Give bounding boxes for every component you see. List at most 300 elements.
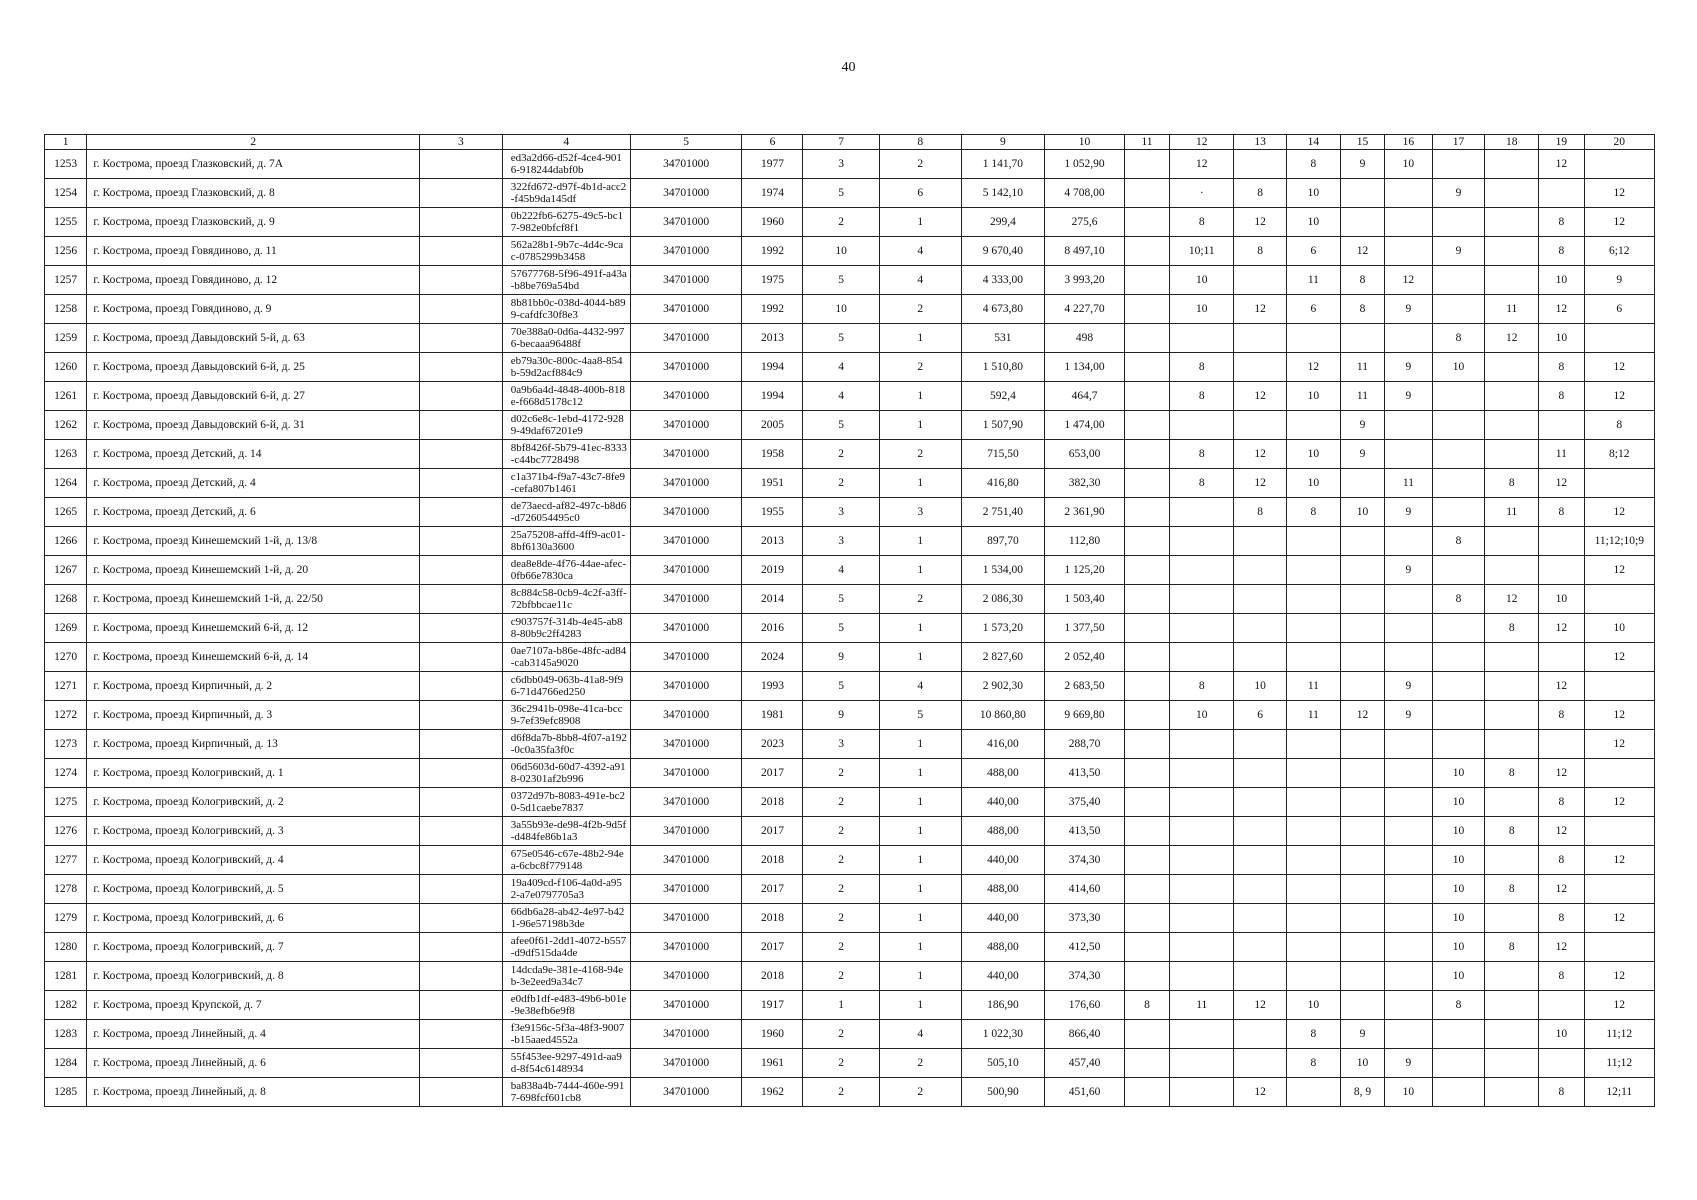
table-cell-col-12: 8 — [1170, 382, 1234, 411]
table-cell-col-1: 1279 — [45, 904, 87, 933]
table-cell-col-18 — [1485, 237, 1539, 266]
table-cell-col-15: 8, 9 — [1340, 1078, 1384, 1107]
table-cell-col-6: 2013 — [742, 527, 803, 556]
table-cell-col-11 — [1124, 527, 1169, 556]
column-header-19: 19 — [1539, 135, 1584, 150]
table-cell-col-19: 8 — [1539, 962, 1584, 991]
table-cell-col-3 — [420, 962, 503, 991]
table-cell-col-17 — [1432, 701, 1485, 730]
table-cell-col-20: 12 — [1584, 846, 1654, 875]
table-cell-col-18 — [1485, 962, 1539, 991]
table-cell-col-16 — [1385, 788, 1433, 817]
table-cell-col-2: г. Кострома, проезд Линейный, д. 4 — [87, 1020, 420, 1049]
table-cell-col-5: 34701000 — [630, 643, 742, 672]
table-cell-col-14 — [1287, 585, 1341, 614]
table-row — [45, 672, 1655, 701]
table-cell-col-20: 6 — [1584, 295, 1654, 324]
table-cell-col-4: 66db6a28-ab42-4e97-b421-96e57198b3de — [502, 904, 630, 933]
table-cell-col-16 — [1385, 440, 1433, 469]
table-cell-col-7: 5 — [803, 614, 879, 643]
table-cell-col-2: г. Кострома, проезд Говядиново, д. 9 — [87, 295, 420, 324]
table-cell-col-12 — [1170, 585, 1234, 614]
table-cell-col-18: 8 — [1485, 817, 1539, 846]
table-cell-col-12 — [1170, 1078, 1234, 1107]
table-cell-col-20: 12 — [1584, 643, 1654, 672]
table-cell-col-17 — [1432, 266, 1485, 295]
table-cell-col-14: 11 — [1287, 672, 1341, 701]
table-cell-col-16: 9 — [1385, 1049, 1433, 1078]
table-cell-col-9: 1 510,80 — [961, 353, 1045, 382]
table-cell-col-1: 1261 — [45, 382, 87, 411]
table-cell-col-6: 1958 — [742, 440, 803, 469]
table-cell-col-20 — [1584, 672, 1654, 701]
table-cell-col-12: 11 — [1170, 991, 1234, 1020]
column-header-2: 2 — [87, 135, 420, 150]
table-row — [45, 295, 1655, 324]
table-cell-col-13: 6 — [1234, 701, 1287, 730]
table-row — [45, 208, 1655, 237]
table-cell-col-19 — [1539, 643, 1584, 672]
table-cell-col-16 — [1385, 411, 1433, 440]
table-cell-col-5: 34701000 — [630, 991, 742, 1020]
table-cell-col-11 — [1124, 208, 1169, 237]
table-cell-col-10: 382,30 — [1045, 469, 1125, 498]
table-cell-col-7: 5 — [803, 585, 879, 614]
table-cell-col-1: 1255 — [45, 208, 87, 237]
table-cell-col-2: г. Кострома, проезд Давыдовский 6-й, д. 27 — [87, 382, 420, 411]
table-cell-col-14: 8 — [1287, 150, 1341, 179]
table-cell-col-2: г. Кострома, проезд Кинешемский 6-й, д. 14 — [87, 643, 420, 672]
table-cell-col-8: 1 — [879, 382, 961, 411]
table-cell-col-14: 6 — [1287, 295, 1341, 324]
table-cell-col-16: 9 — [1385, 382, 1433, 411]
table-cell-col-18 — [1485, 208, 1539, 237]
table-cell-col-2: г. Кострома, проезд Давыдовский 6-й, д. 25 — [87, 353, 420, 382]
table-cell-col-15: 9 — [1340, 440, 1384, 469]
table-cell-col-18 — [1485, 730, 1539, 759]
table-cell-col-16 — [1385, 991, 1433, 1020]
table-cell-col-6: 2023 — [742, 730, 803, 759]
table-cell-col-13 — [1234, 817, 1287, 846]
table-cell-col-10: 1 503,40 — [1045, 585, 1125, 614]
table-cell-col-9: 440,00 — [961, 788, 1045, 817]
table-cell-col-10: 375,40 — [1045, 788, 1125, 817]
table-cell-col-18: 12 — [1485, 585, 1539, 614]
table-cell-col-17: 8 — [1432, 324, 1485, 353]
table-cell-col-14: 12 — [1287, 353, 1341, 382]
table-cell-col-9: 897,70 — [961, 527, 1045, 556]
table-row — [45, 730, 1655, 759]
table-cell-col-11 — [1124, 585, 1169, 614]
table-cell-col-14 — [1287, 614, 1341, 643]
table-cell-col-10: 653,00 — [1045, 440, 1125, 469]
table-cell-col-13 — [1234, 585, 1287, 614]
table-cell-col-17: 10 — [1432, 904, 1485, 933]
table-cell-col-3 — [420, 498, 503, 527]
table-row — [45, 614, 1655, 643]
table-cell-col-18 — [1485, 643, 1539, 672]
table-cell-col-4: eb79a30c-800c-4aa8-854b-59d2acf884c9 — [502, 353, 630, 382]
table-cell-col-7: 2 — [803, 904, 879, 933]
table-cell-col-4: 0ae7107a-b86e-48fc-ad84-cab3145a9020 — [502, 643, 630, 672]
table-cell-col-10: 1 474,00 — [1045, 411, 1125, 440]
table-cell-col-19: 8 — [1539, 498, 1584, 527]
table-cell-col-3 — [420, 1020, 503, 1049]
table-cell-col-10: 8 497,10 — [1045, 237, 1125, 266]
table-row — [45, 266, 1655, 295]
table-cell-col-6: 2018 — [742, 962, 803, 991]
table-cell-col-19: 10 — [1539, 266, 1584, 295]
table-cell-col-1: 1253 — [45, 150, 87, 179]
table-cell-col-19: 12 — [1539, 817, 1584, 846]
table-cell-col-16: 9 — [1385, 701, 1433, 730]
table-cell-col-18: 8 — [1485, 933, 1539, 962]
table-cell-col-5: 34701000 — [630, 382, 742, 411]
table-cell-col-4: dea8e8de-4f76-44ae-afec-0fb66e7830ca — [502, 556, 630, 585]
table-cell-col-20 — [1584, 759, 1654, 788]
table-cell-col-16 — [1385, 1020, 1433, 1049]
table-cell-col-16 — [1385, 614, 1433, 643]
table-cell-col-9: 2 751,40 — [961, 498, 1045, 527]
table-cell-col-2: г. Кострома, проезд Линейный, д. 8 — [87, 1078, 420, 1107]
table-cell-col-7: 5 — [803, 266, 879, 295]
table-cell-col-8: 1 — [879, 933, 961, 962]
table-cell-col-19: 8 — [1539, 1078, 1584, 1107]
table-cell-col-9: 1 141,70 — [961, 150, 1045, 179]
table-cell-col-10: 464,7 — [1045, 382, 1125, 411]
table-cell-col-7: 10 — [803, 295, 879, 324]
table-cell-col-8: 1 — [879, 759, 961, 788]
table-cell-col-5: 34701000 — [630, 498, 742, 527]
table-row — [45, 382, 1655, 411]
table-cell-col-14: 8 — [1287, 1020, 1341, 1049]
table-cell-col-20 — [1584, 875, 1654, 904]
table-cell-col-1: 1278 — [45, 875, 87, 904]
table-cell-col-1: 1262 — [45, 411, 87, 440]
table-cell-col-17: 10 — [1432, 817, 1485, 846]
table-cell-col-11: 8 — [1124, 991, 1169, 1020]
table-cell-col-17: 10 — [1432, 788, 1485, 817]
table-cell-col-20: 12 — [1584, 788, 1654, 817]
table-cell-col-4: 14dcda9e-381e-4168-94eb-3e2eed9a34c7 — [502, 962, 630, 991]
table-cell-col-9: 488,00 — [961, 817, 1045, 846]
table-cell-col-13: 12 — [1234, 1078, 1287, 1107]
table-cell-col-17 — [1432, 150, 1485, 179]
table-cell-col-4: d02c6e8c-1ebd-4172-9289-49daf67201e9 — [502, 411, 630, 440]
table-cell-col-16 — [1385, 237, 1433, 266]
table-cell-col-14 — [1287, 817, 1341, 846]
table-cell-col-4: c1a371b4-f9a7-43c7-8fe9-cefa807b1461 — [502, 469, 630, 498]
table-cell-col-10: 412,50 — [1045, 933, 1125, 962]
table-cell-col-6: 1993 — [742, 672, 803, 701]
table-cell-col-13 — [1234, 527, 1287, 556]
table-cell-col-7: 10 — [803, 237, 879, 266]
table-cell-col-14: 10 — [1287, 179, 1341, 208]
table-cell-col-9: 4 333,00 — [961, 266, 1045, 295]
table-cell-col-3 — [420, 556, 503, 585]
table-cell-col-13 — [1234, 411, 1287, 440]
table-cell-col-4: 8bf8426f-5b79-41ec-8333-c44bc7728498 — [502, 440, 630, 469]
table-cell-col-12: 10 — [1170, 266, 1234, 295]
table-cell-col-11 — [1124, 179, 1169, 208]
column-header-12: 12 — [1170, 135, 1234, 150]
table-cell-col-19: 8 — [1539, 788, 1584, 817]
table-cell-col-14 — [1287, 904, 1341, 933]
table-cell-col-2: г. Кострома, проезд Кологривский, д. 7 — [87, 933, 420, 962]
table-cell-col-17: 10 — [1432, 759, 1485, 788]
table-cell-col-12 — [1170, 933, 1234, 962]
table-cell-col-14 — [1287, 875, 1341, 904]
table-cell-col-2: г. Кострома, проезд Кирпичный, д. 2 — [87, 672, 420, 701]
table-row — [45, 962, 1655, 991]
table-cell-col-16 — [1385, 730, 1433, 759]
table-cell-col-5: 34701000 — [630, 759, 742, 788]
table-cell-col-20 — [1584, 324, 1654, 353]
table-cell-col-17 — [1432, 730, 1485, 759]
table-cell-col-18 — [1485, 382, 1539, 411]
table-cell-col-11 — [1124, 933, 1169, 962]
table-cell-col-1: 1281 — [45, 962, 87, 991]
table-cell-col-16: 10 — [1385, 150, 1433, 179]
table-cell-col-13 — [1234, 324, 1287, 353]
table-cell-col-10: 176,60 — [1045, 991, 1125, 1020]
table-cell-col-8: 4 — [879, 237, 961, 266]
table-cell-col-9: 488,00 — [961, 875, 1045, 904]
column-header-20: 20 — [1584, 135, 1654, 150]
table-cell-col-10: 1 377,50 — [1045, 614, 1125, 643]
table-cell-col-17: 8 — [1432, 585, 1485, 614]
table-cell-col-17: 9 — [1432, 237, 1485, 266]
table-cell-col-7: 2 — [803, 469, 879, 498]
table-cell-col-6: 1992 — [742, 237, 803, 266]
table-cell-col-4: 3a55b93e-de98-4f2b-9d5f-d484fe86b1a3 — [502, 817, 630, 846]
table-cell-col-13: 10 — [1234, 672, 1287, 701]
table-cell-col-15: 8 — [1340, 266, 1384, 295]
table-cell-col-9: 1 507,90 — [961, 411, 1045, 440]
table-cell-col-16 — [1385, 208, 1433, 237]
table-cell-col-14 — [1287, 788, 1341, 817]
table-cell-col-8: 1 — [879, 730, 961, 759]
table-cell-col-17: 8 — [1432, 991, 1485, 1020]
table-cell-col-4: 36c2941b-098e-41ca-bcc9-7ef39efc8908 — [502, 701, 630, 730]
table-cell-col-1: 1263 — [45, 440, 87, 469]
column-header-17: 17 — [1432, 135, 1485, 150]
table-cell-col-5: 34701000 — [630, 440, 742, 469]
table-cell-col-3 — [420, 237, 503, 266]
table-cell-col-4: d6f8da7b-8bb8-4f07-a192-0c0a35fa3f0c — [502, 730, 630, 759]
table-cell-col-10: 457,40 — [1045, 1049, 1125, 1078]
table-cell-col-19: 8 — [1539, 846, 1584, 875]
table-cell-col-3 — [420, 469, 503, 498]
table-cell-col-19 — [1539, 991, 1584, 1020]
table-cell-col-2: г. Кострома, проезд Глазковский, д. 8 — [87, 179, 420, 208]
table-cell-col-7: 2 — [803, 846, 879, 875]
table-cell-col-9: 440,00 — [961, 904, 1045, 933]
table-cell-col-15 — [1340, 962, 1384, 991]
table-cell-col-2: г. Кострома, проезд Кинешемский 6-й, д. 12 — [87, 614, 420, 643]
table-cell-col-9: 10 860,80 — [961, 701, 1045, 730]
table-cell-col-5: 34701000 — [630, 237, 742, 266]
table-cell-col-7: 5 — [803, 179, 879, 208]
table-cell-col-17 — [1432, 382, 1485, 411]
table-cell-col-2: г. Кострома, проезд Кологривский, д. 5 — [87, 875, 420, 904]
table-cell-col-7: 1 — [803, 991, 879, 1020]
table-row — [45, 1049, 1655, 1078]
table-cell-col-18 — [1485, 672, 1539, 701]
table-row — [45, 933, 1655, 962]
table-cell-col-3 — [420, 266, 503, 295]
table-cell-col-11 — [1124, 759, 1169, 788]
table-cell-col-16: 9 — [1385, 498, 1433, 527]
column-header-11: 11 — [1124, 135, 1169, 150]
table-cell-col-10: 1 134,00 — [1045, 353, 1125, 382]
table-cell-col-6: 2005 — [742, 411, 803, 440]
table-cell-col-20: 12 — [1584, 498, 1654, 527]
table-cell-col-17: 8 — [1432, 527, 1485, 556]
table-cell-col-20: 12 — [1584, 353, 1654, 382]
table-cell-col-18 — [1485, 1049, 1539, 1078]
table-cell-col-13 — [1234, 556, 1287, 585]
table-cell-col-2: г. Кострома, проезд Давыдовский 6-й, д. 31 — [87, 411, 420, 440]
header-row — [45, 135, 1655, 150]
table-cell-col-6: 2024 — [742, 643, 803, 672]
table-cell-col-4: 0372d97b-8083-491e-bc20-5d1caebe7837 — [502, 788, 630, 817]
table-cell-col-9: 4 673,80 — [961, 295, 1045, 324]
table-cell-col-6: 1951 — [742, 469, 803, 498]
table-cell-col-18 — [1485, 701, 1539, 730]
table-cell-col-5: 34701000 — [630, 295, 742, 324]
table-cell-col-2: г. Кострома, проезд Кинешемский 1-й, д. 22/50 — [87, 585, 420, 614]
table-row — [45, 788, 1655, 817]
table-cell-col-11 — [1124, 962, 1169, 991]
table-row — [45, 701, 1655, 730]
table-cell-col-13 — [1234, 904, 1287, 933]
table-cell-col-12: 12 — [1170, 150, 1234, 179]
table-cell-col-12 — [1170, 614, 1234, 643]
table-cell-col-1: 1260 — [45, 353, 87, 382]
column-header-15: 15 — [1340, 135, 1384, 150]
table-cell-col-1: 1254 — [45, 179, 87, 208]
table-cell-col-17 — [1432, 440, 1485, 469]
table-cell-col-14 — [1287, 759, 1341, 788]
table-cell-col-15 — [1340, 324, 1384, 353]
table-cell-col-19 — [1539, 556, 1584, 585]
table-cell-col-7: 5 — [803, 324, 879, 353]
table-cell-col-18: 8 — [1485, 759, 1539, 788]
table-cell-col-8: 2 — [879, 1078, 961, 1107]
table-cell-col-20: 11;12;10;9 — [1584, 527, 1654, 556]
table-cell-col-9: 440,00 — [961, 962, 1045, 991]
table-cell-col-11 — [1124, 643, 1169, 672]
table-cell-col-2: г. Кострома, проезд Кологривский, д. 8 — [87, 962, 420, 991]
table-cell-col-16 — [1385, 585, 1433, 614]
table-cell-col-10: 413,50 — [1045, 817, 1125, 846]
table-cell-col-19: 8 — [1539, 904, 1584, 933]
table-cell-col-5: 34701000 — [630, 788, 742, 817]
table-cell-col-4: c903757f-314b-4e45-ab88-80b9c2ff4283 — [502, 614, 630, 643]
table-cell-col-1: 1283 — [45, 1020, 87, 1049]
table-cell-col-2: г. Кострома, проезд Глазковский, д. 9 — [87, 208, 420, 237]
table-cell-col-16: 9 — [1385, 353, 1433, 382]
table-cell-col-9: 531 — [961, 324, 1045, 353]
table-cell-col-18 — [1485, 266, 1539, 295]
table-cell-col-18: 12 — [1485, 324, 1539, 353]
table-cell-col-8: 1 — [879, 846, 961, 875]
table-cell-col-5: 34701000 — [630, 875, 742, 904]
table-cell-col-16 — [1385, 875, 1433, 904]
table-cell-col-10: 866,40 — [1045, 1020, 1125, 1049]
table-cell-col-15: 9 — [1340, 1020, 1384, 1049]
table-cell-col-19 — [1539, 179, 1584, 208]
table-cell-col-5: 34701000 — [630, 556, 742, 585]
column-header-3: 3 — [420, 135, 503, 150]
table-cell-col-19: 12 — [1539, 875, 1584, 904]
table-cell-col-9: 1 022,30 — [961, 1020, 1045, 1049]
table-cell-col-19 — [1539, 730, 1584, 759]
table-cell-col-6: 1917 — [742, 991, 803, 1020]
table-cell-col-13 — [1234, 353, 1287, 382]
table-cell-col-12: · — [1170, 179, 1234, 208]
table-cell-col-17 — [1432, 295, 1485, 324]
table-cell-col-18: 8 — [1485, 469, 1539, 498]
table-cell-col-20: 12 — [1584, 904, 1654, 933]
table-cell-col-9: 2 827,60 — [961, 643, 1045, 672]
table-cell-col-2: г. Кострома, проезд Крупской, д. 7 — [87, 991, 420, 1020]
table-cell-col-5: 34701000 — [630, 527, 742, 556]
table-cell-col-6: 2018 — [742, 788, 803, 817]
table-cell-col-6: 1994 — [742, 382, 803, 411]
table-cell-col-12 — [1170, 1020, 1234, 1049]
table-cell-col-10: 288,70 — [1045, 730, 1125, 759]
table-cell-col-4: 57677768-5f96-491f-a43a-b8be769a54bd — [502, 266, 630, 295]
table-cell-col-12 — [1170, 788, 1234, 817]
table-cell-col-13 — [1234, 1020, 1287, 1049]
table-cell-col-14: 10 — [1287, 440, 1341, 469]
table-cell-col-10: 1 052,90 — [1045, 150, 1125, 179]
table-cell-col-18 — [1485, 353, 1539, 382]
table-cell-col-11 — [1124, 556, 1169, 585]
table-cell-col-6: 2014 — [742, 585, 803, 614]
table-cell-col-15: 12 — [1340, 701, 1384, 730]
table-cell-col-4: 55f453ee-9297-491d-aa9d-8f54c6148934 — [502, 1049, 630, 1078]
table-row — [45, 527, 1655, 556]
table-cell-col-2: г. Кострома, проезд Говядиново, д. 11 — [87, 237, 420, 266]
table-cell-col-8: 2 — [879, 295, 961, 324]
table-cell-col-5: 34701000 — [630, 469, 742, 498]
table-cell-col-13: 12 — [1234, 382, 1287, 411]
table-cell-col-17 — [1432, 614, 1485, 643]
table-cell-col-10: 413,50 — [1045, 759, 1125, 788]
table-cell-col-20: 12 — [1584, 556, 1654, 585]
table-cell-col-8: 1 — [879, 875, 961, 904]
table-cell-col-7: 4 — [803, 353, 879, 382]
table-cell-col-10: 451,60 — [1045, 1078, 1125, 1107]
table-cell-col-17: 10 — [1432, 353, 1485, 382]
table-cell-col-3 — [420, 440, 503, 469]
table-cell-col-14 — [1287, 643, 1341, 672]
table-cell-col-17 — [1432, 208, 1485, 237]
table-cell-col-12 — [1170, 759, 1234, 788]
table-cell-col-3 — [420, 295, 503, 324]
table-row — [45, 875, 1655, 904]
table-cell-col-18 — [1485, 179, 1539, 208]
table-cell-col-10: 374,30 — [1045, 846, 1125, 875]
table-cell-col-14: 8 — [1287, 1049, 1341, 1078]
table-cell-col-19: 12 — [1539, 614, 1584, 643]
table-cell-col-7: 4 — [803, 556, 879, 585]
table-cell-col-12: 8 — [1170, 469, 1234, 498]
table-cell-col-3 — [420, 1049, 503, 1078]
